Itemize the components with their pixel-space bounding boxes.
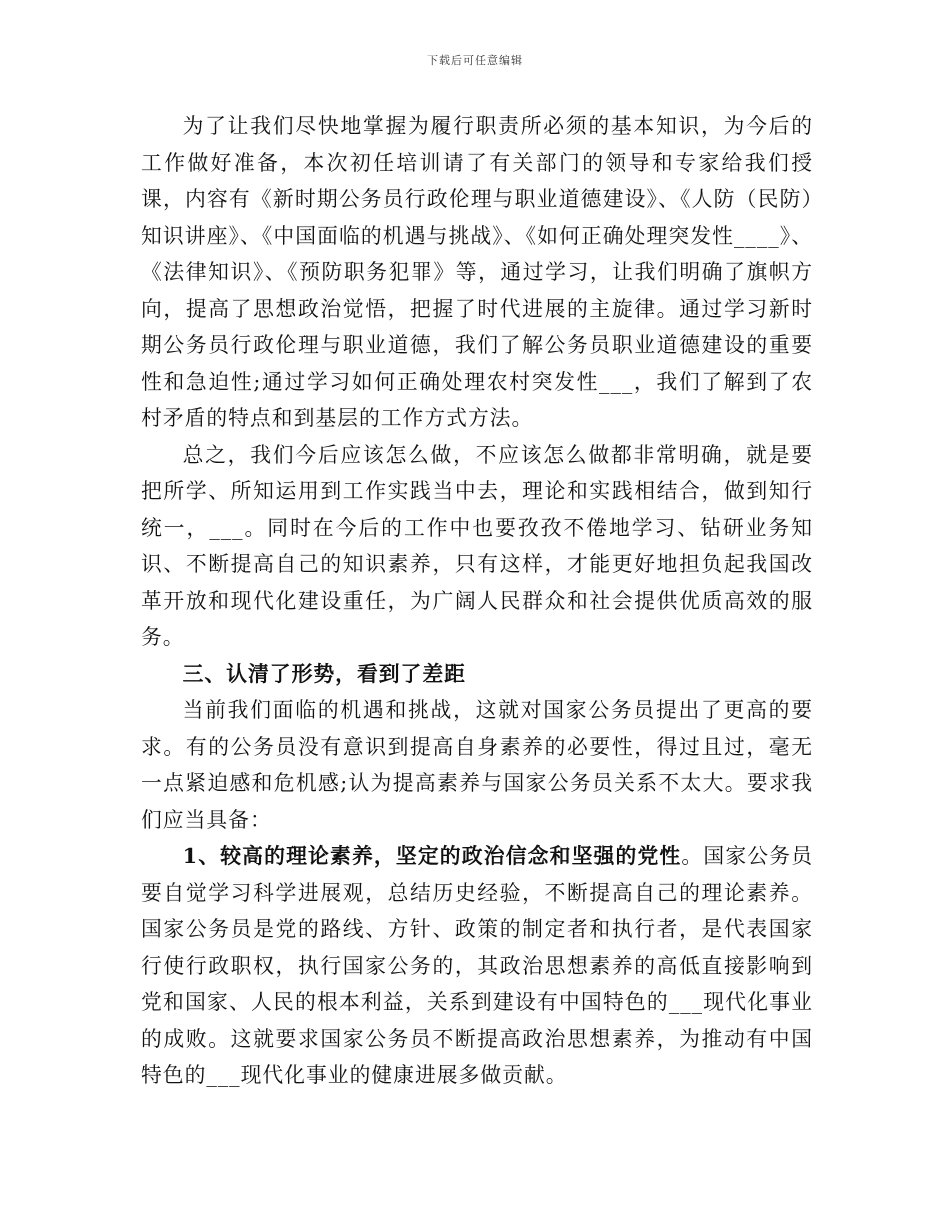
section-heading-three: 三、认清了形势，看到了差距 (182, 660, 466, 686)
paragraph-bold-lead: 1、较高的理论素养，坚定的政治信念和坚强的党性 (182, 843, 682, 868)
paragraph-conclusion: 总之，我们今后应该怎么做，不应该怎么做都非常明确，就是要把所学、所知运用到工作实践当中去，理论和实践相结合，做到知行统一，___。同时在今后的工作中也要孜孜不倦地学习、钻研业务知识、不断提高自己的知识素养，只有这样，才能更好地担负起我国改革开放和现代化建设重任，为广阔人民群众和社会提供优质高效的服务。 (141, 442, 813, 649)
paragraph-body-text: 。国家公务员要自觉学习科学进展观，总结历史经验，不断提高自己的理论素养。国家公务员是党的路线、方针、政策的制定者和执行者，是代表国家行使行政职权，执行国家公务的，其政治思想素养的高低直接影响到党和国家、人民的根本利益，关系到建设有中国特色的___现代化事业的成败。这就要求国家公务员不断提高政治思想素养，为推动有中国特色的___现代化事业的健康进展多做贡献。 (141, 844, 814, 1087)
document-body (141, 108, 813, 1094)
paragraph-training-content: 为了让我们尽快地掌握为履行职责所必须的基本知识，为今后的工作做好准备，本次初任培训请了有关部门的领导和专家给我们授课，内容有《新时期公务员行政伦理与职业道德建设》、《人防（民防）知识讲座》、《中国面临的机遇与挑战》、《如何正确处理突发性____》、《法律知识》、《预防职务犯罪》等，通过学习，让我们明确了旗帜方向，提高了思想政治觉悟，把握了时代进展的主旋律。通过学习新时期公务员行政伦理与职业道德，我们了解公务员职业道德建设的重要性和急迫性;通过学习如何正确处理农村突发性___，我们了解到了农村矛盾的特点和到基层的工作方式方法。 (141, 114, 813, 430)
paragraph-theory-literacy (141, 838, 813, 1094)
page-header: 下载后可任意编辑 (427, 54, 523, 67)
paragraph-challenges: 当前我们面临的机遇和挑战，这就对国家公务员提出了更高的要求。有的公务员没有意识到提高自身素养的必要性，得过且过，毫无一点紧迫感和危机感;认为提高素养与国家公务员关系不太大。要求我们应当具备： (141, 698, 813, 832)
